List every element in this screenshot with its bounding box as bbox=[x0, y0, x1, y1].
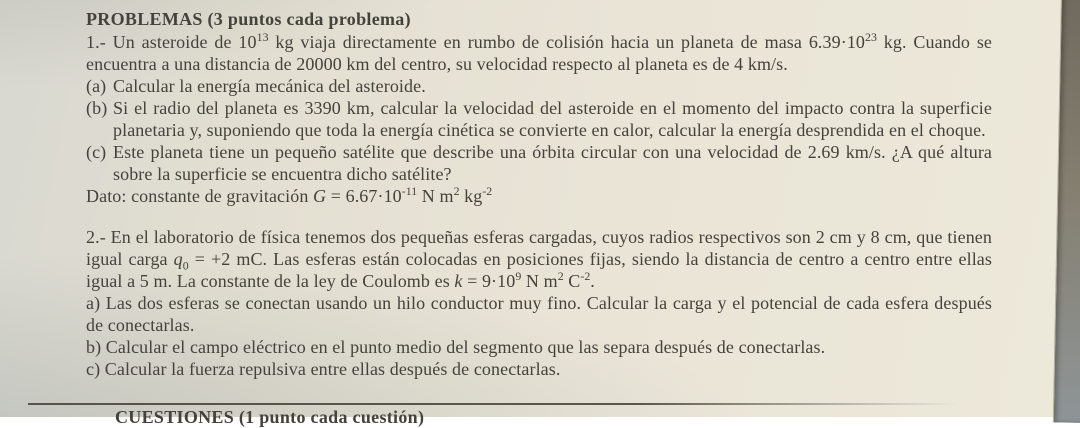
text-run: kg bbox=[459, 186, 483, 206]
problem1-item-b bbox=[86, 97, 992, 141]
text-run: -11 bbox=[401, 184, 418, 198]
text-run: 9 bbox=[515, 269, 522, 283]
text-run: c) Calcular la fuerza repulsiva entre ellas después de conectarlas. bbox=[86, 359, 561, 379]
section-divider-line bbox=[28, 403, 1008, 405]
text-run: a) Las dos esferas se conectan usando un hilo conductor muy fino. Calcular la carga y el potencial de cada esfera después de conectarlas. bbox=[86, 293, 992, 335]
text-run: 0 bbox=[182, 258, 189, 273]
problems-section bbox=[86, 7, 992, 380]
text-run: G bbox=[313, 186, 327, 206]
photo-table-edge bbox=[1053, 0, 1080, 423]
problem2-item-b bbox=[86, 336, 992, 358]
problem1-dato-line bbox=[86, 185, 992, 207]
text-run: Calcular la energía mecánica del asteroide. bbox=[113, 76, 426, 96]
text-run: q bbox=[173, 249, 183, 269]
text-run: -2 bbox=[580, 269, 591, 283]
text-run: Si el radio del planeta es 3390 km, calcular la velocidad del asteroide en el momento del impacto contra la superficie planetaria y, suponiendo que toda la energía cinética se convierte en calor, calcular la energía desprendida en el choque. bbox=[113, 98, 992, 140]
text-run: 23 bbox=[865, 30, 877, 44]
text-run: 1.- Un asteroide de 10 bbox=[86, 32, 257, 52]
text-run: = +2 mC. Las esferas están colocadas en posiciones fijas, siendo la distancia de centro a centro entre ellas igual a 5 m. La constante de la ley de Coulomb es bbox=[86, 249, 992, 291]
text-run: b) Calcular el campo eléctrico en el punto medio del segmento que las separa después de conectarlas. bbox=[86, 337, 826, 357]
problems-heading: PROBLEMAS (3 puntos cada problema) bbox=[86, 9, 411, 29]
problem1-intro bbox=[86, 31, 992, 75]
text-run: C bbox=[563, 271, 581, 291]
item-label-b: (b) bbox=[86, 98, 108, 118]
text-run: = 9·10 bbox=[462, 271, 516, 291]
text-run: 13 bbox=[256, 30, 269, 44]
item-text-b bbox=[113, 97, 992, 141]
item-label-a: (a) bbox=[86, 76, 107, 96]
text-run: = 6.67·10 bbox=[326, 186, 402, 206]
text-run: 2.- En el laboratorio de física tenemos dos pequeñas esferas cargadas, cuyos radios respectivos son 2 cm y 8 cm, que tienen igual carga bbox=[86, 227, 992, 269]
item-label-c: (c) bbox=[86, 142, 107, 162]
text-run: k bbox=[454, 271, 463, 291]
item-text-c bbox=[113, 141, 992, 185]
text-run: Dato: constante de gravitación bbox=[86, 186, 314, 206]
text-run: Este planeta tiene un pequeño satélite que describe una órbita circular con una velocidad de 2.69 km/s. ¿A qué altura sobre la superficie se encuentra dicho satélite? bbox=[113, 142, 992, 184]
problem1-item-a bbox=[86, 75, 992, 97]
problem2-intro bbox=[86, 226, 992, 292]
text-run: N m bbox=[521, 271, 558, 291]
text-run: kg viaja directamente en rumbo de colisión hacia un planeta de masa 6.39·10 bbox=[268, 32, 866, 52]
text-run: kg. Cuando se encuentra a una distancia de 20000 km del centro, su velocidad respecto al planeta es de 4 km/s. bbox=[86, 32, 993, 74]
item-text-a bbox=[113, 75, 992, 97]
cuestiones-heading-partial: CUESTIONES (1 punto cada cuestión) bbox=[115, 407, 425, 427]
problem1-item-c bbox=[86, 141, 992, 185]
text-run: 2 bbox=[453, 184, 460, 198]
text-run: 2 bbox=[557, 269, 564, 283]
problem2-item-a bbox=[86, 292, 992, 336]
problem2-item-c bbox=[86, 358, 992, 380]
text-run: N m bbox=[417, 186, 454, 206]
text-run: . bbox=[590, 271, 595, 291]
text-run: -2 bbox=[482, 184, 493, 198]
